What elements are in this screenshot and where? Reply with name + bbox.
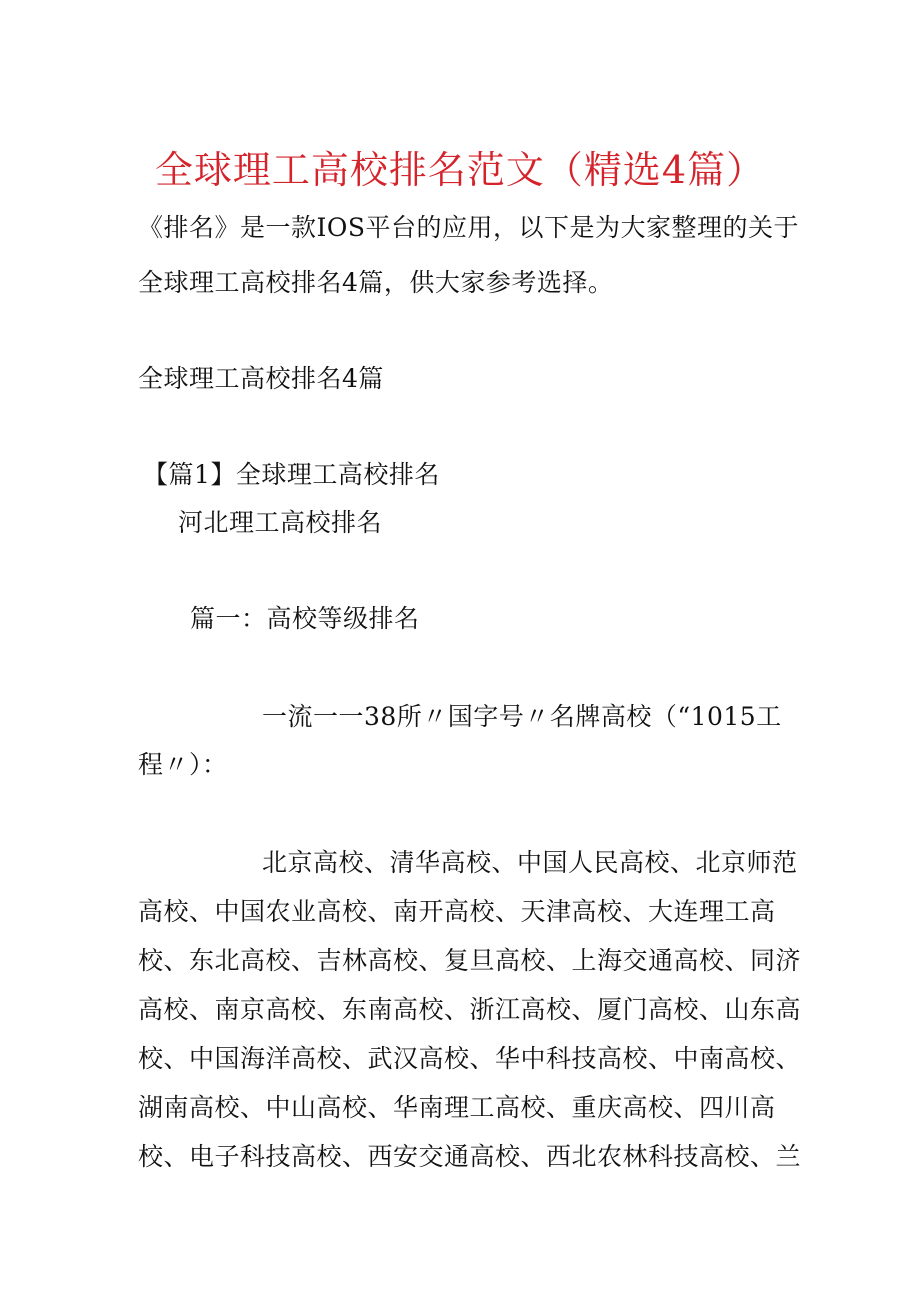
tier1-line-2: 程〃）： [138, 750, 228, 779]
schools-line: 北京高校、清华高校、中国人民高校、北京师范 [262, 848, 798, 877]
schools-line: 高校、南京高校、东南高校、浙江高校、厦门高校、山东高 [138, 995, 802, 1024]
schools-line: 校、东北高校、吉林高校、复旦高校、上海交通高校、同济 [138, 946, 802, 975]
part1-heading: 篇一：高校等级排名 [190, 604, 420, 633]
section1-heading: 【篇1】全球理工高校排名 [143, 460, 440, 489]
tier1-line-1: 一流一一38所〃国字号〃名牌高校（“1015工 [262, 702, 782, 731]
schools-paragraph [138, 838, 802, 1181]
section1-subheading: 河北理工高校排名 [178, 508, 383, 537]
intro-line-2: 全球理工高校排名4篇，供大家参考选择。 [138, 268, 614, 297]
intro-line-1: 《排名》是一款IOS平台的应用，以下是为大家整理的关于 [138, 213, 799, 242]
schools-line: 湖南高校、中山高校、华南理工高校、重庆高校、四川高 [138, 1093, 776, 1122]
document-title: 全球理工高校排名范文（精选4篇） [154, 148, 766, 192]
schools-line: 校、电子科技高校、西安交通高校、西北农林科技高校、兰 [138, 1142, 802, 1171]
schools-line: 校、中国海洋高校、武汉高校、华中科技高校、中南高校、 [138, 1044, 802, 1073]
schools-line: 高校、中国农业高校、南开高校、天津高校、大连理工高 [138, 897, 776, 926]
heading-list: 全球理工高校排名4篇 [138, 364, 384, 393]
